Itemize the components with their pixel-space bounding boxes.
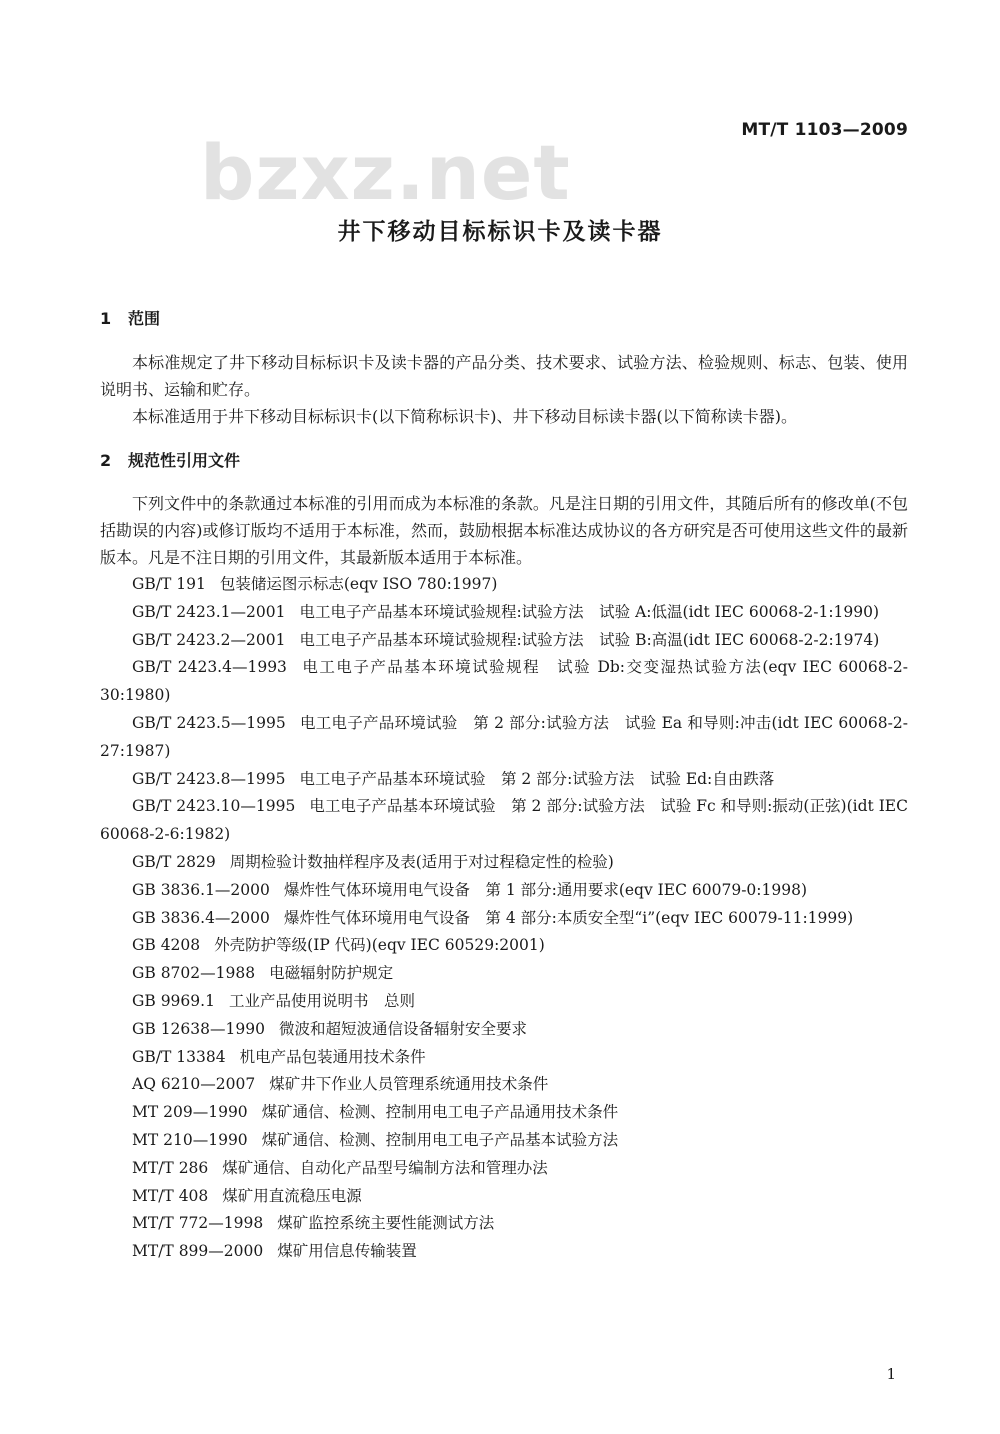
reference-list [100,571,908,1266]
reference-item [100,1071,908,1099]
reference-code: GB/T 2423.2—2001 [132,630,286,649]
reference-item [100,710,908,766]
reference-code: GB 9969.1 [132,991,215,1010]
document-title: 井下移动目标标识卡及读卡器 [337,219,663,245]
reference-item [100,849,908,877]
reference-item [100,1099,908,1127]
reference-title: 煤矿通信、检测、控制用电工电子产品基本试验方法 [261,1130,619,1149]
section-number: 1 [100,309,112,328]
reference-title: 爆炸性气体环境用电气设备 第 1 部分:通用要求(eqv IEC 60079-0:1998) [283,880,808,899]
reference-code: GB/T 13384 [132,1047,226,1066]
reference-title: 煤矿通信、检测、控制用电工电子产品通用技术条件 [261,1103,619,1122]
reference-title: 外壳防护等级(IP 代码)(eqv IEC 60529:2001) [214,936,545,955]
reference-title: 煤矿通信、自动化产品型号编制方法和管理办法 [222,1158,548,1177]
reference-item [100,599,908,627]
reference-item [100,571,908,599]
reference-code: MT/T 408 [132,1186,209,1205]
reference-item [100,1155,908,1183]
reference-item [100,1127,908,1155]
page-number: 1 [886,1365,896,1383]
reference-item [100,988,908,1016]
reference-code: GB/T 2423.4—1993 [132,658,287,677]
reference-title: 煤矿用信息传输装置 [277,1242,417,1261]
reference-title: 电工电子产品基本环境试验规程 试验 Db:交变湿热试验方法(eqv IEC 60068-2-30:1980) [100,658,908,705]
reference-code: GB/T 191 [132,575,206,593]
reference-code: GB 3836.4—2000 [132,908,270,927]
reference-code: AQ 6210—2007 [132,1075,256,1094]
reference-title: 爆炸性气体环境用电气设备 第 4 部分:本质安全型“i”(eqv IEC 60079-11:1999) [283,908,854,927]
reference-code: GB/T 2423.5—1995 [132,713,286,732]
reference-code: MT/T 286 [132,1158,209,1177]
reference-title: 电工电子产品基本环境试验规程:试验方法 试验 B:高温(idt IEC 60068-2-2:1974) [299,630,880,649]
reference-item [100,1044,908,1072]
reference-code: GB 3836.1—2000 [132,880,270,899]
reference-code: GB 12638—1990 [132,1019,265,1038]
reference-title: 电工电子产品基本环境试验规程:试验方法 试验 A:低温(idt IEC 60068-2-1:1990) [299,602,880,621]
watermark: bzxz.net [200,128,571,217]
section-heading-scope [100,306,160,329]
reference-item [100,1183,908,1211]
reference-title: 机电产品包装通用技术条件 [239,1047,426,1066]
reference-title: 煤矿监控系统主要性能测试方法 [277,1214,495,1233]
reference-title: 微波和超短波通信设备辐射安全要求 [278,1019,527,1038]
reference-code: GB 4208 [132,936,201,955]
reference-item [100,905,908,933]
section-title: 范围 [128,309,161,328]
reference-title: 电工电子产品基本环境试验 第 2 部分:试验方法 试验 Fc 和导则:振动(正弦)(idt IEC 60068-2-6:1982) [100,797,908,844]
reference-title: 电工电子产品环境试验 第 2 部分:试验方法 试验 Ea 和导则:冲击(idt IEC 60068-2-27:1987) [100,713,908,760]
section-heading-normative-references [100,448,240,471]
reference-item [100,1210,908,1238]
reference-item [100,1238,908,1266]
section-number: 2 [100,451,112,470]
reference-title: 电工电子产品基本环境试验 第 2 部分:试验方法 试验 Ed:自由跌落 [299,769,775,788]
reference-item [100,627,908,655]
section-title: 规范性引用文件 [128,451,241,470]
reference-title: 工业产品使用说明书 总则 [228,991,415,1010]
scope-paragraph: 本标准规定了井下移动目标标识卡及读卡器的产品分类、技术要求、试验方法、检验规则、标志、包装、使用说明书、运输和贮存。 [100,353,908,399]
reference-title: 煤矿井下作业人员管理系统通用技术条件 [269,1075,549,1094]
reference-item [100,793,908,849]
reference-item [100,932,908,960]
reference-title: 周期检验计数抽样程序及表(适用于对过程稳定性的检验) [229,852,614,871]
scope-applicability-paragraph: 本标准适用于井下移动目标标识卡(以下简称标识卡)、井下移动目标读卡器(以下简称读卡器)。 [132,407,797,426]
reference-code: MT 209—1990 [132,1103,248,1122]
reference-code: MT/T 899—2000 [132,1242,264,1261]
reference-code: GB 8702—1988 [132,964,256,983]
reference-item [100,654,908,710]
reference-code: MT 210—1990 [132,1130,248,1149]
reference-item [100,1016,908,1044]
standard-number: MT/T 1103—2009 [741,120,908,140]
reference-code: GB/T 2829 [132,852,216,871]
reference-item [100,960,908,988]
reference-title: 包装储运图示标志(eqv ISO 780:1997) [219,575,498,593]
reference-title: 煤矿用直流稳压电源 [222,1186,362,1205]
references-intro-paragraph: 下列文件中的条款通过本标准的引用而成为本标准的条款。凡是注日期的引用文件，其随后所有的修改单(不包括勘误的内容)或修订版均不适用于本标准，然而，鼓励根据本标准达成协议的各方研究是否可使用这些文件的最新版本。凡是不注日期的引用文件，其最新版本适用于本标准。 [100,494,908,567]
reference-item [100,766,908,794]
reference-code: GB/T 2423.10—1995 [132,797,296,816]
reference-item [100,877,908,905]
reference-title: 电磁辐射防护规定 [269,964,394,983]
reference-code: GB/T 2423.1—2001 [132,602,286,621]
reference-code: MT/T 772—1998 [132,1214,264,1233]
reference-code: GB/T 2423.8—1995 [132,769,286,788]
